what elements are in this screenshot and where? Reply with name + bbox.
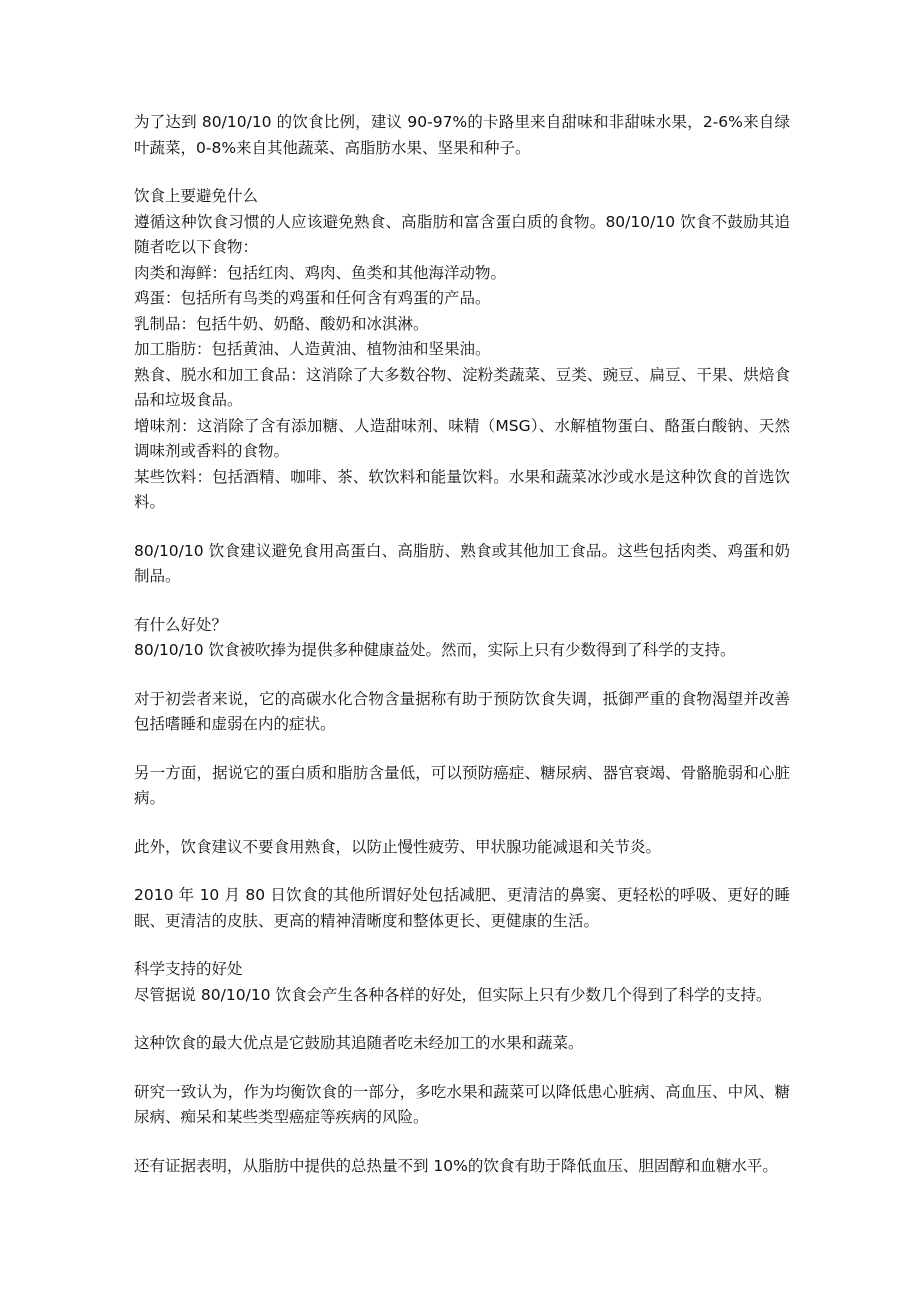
benefits-paragraph: 此外，饮食建议不要食用熟食，以防止慢性疲劳、甲状腺功能减退和关节炎。 bbox=[134, 837, 662, 856]
benefits-paragraph: 2010 年 10 月 80 日饮食的其他所谓好处包括减肥、更清洁的鼻窦、更轻松的呼吸、更好的睡眠、更清洁的皮肤、更高的精神清晰度和整体更长、更健康的生活。 bbox=[134, 886, 790, 930]
avoid-item-cooked: 熟食、脱水和加工食品：这消除了大多数谷物、淀粉类蔬菜、豆类、豌豆、扁豆、干果、烘焙食品和垃圾食品。 bbox=[134, 365, 790, 409]
science-intro bbox=[134, 957, 790, 1008]
science-lead: 尽管据说 80/10/10 饮食会产生各种各样的好处，但实际上只有少数几个得到了科学的支持。 bbox=[134, 985, 772, 1004]
avoid-lead: 遵循这种饮食习惯的人应该避免熟食、高脂肪和富含蛋白质的食物。80/10/10 饮食不鼓励其追随者吃以下食物： bbox=[134, 212, 790, 256]
document-page bbox=[134, 110, 790, 1202]
avoid-item-meat: 肉类和海鲜：包括红肉、鸡肉、鱼类和其他海洋动物。 bbox=[134, 263, 507, 282]
summary-paragraph: 80/10/10 饮食建议避免食用高蛋白、高脂肪、熟食或其他加工食品。这些包括肉类、鸡蛋和奶制品。 bbox=[134, 541, 790, 585]
benefits-lead: 80/10/10 饮食被吹捧为提供多种健康益处。然而，实际上只有少数得到了科学的支持。 bbox=[134, 641, 736, 659]
avoid-heading: 饮食上要避免什么 bbox=[134, 187, 259, 205]
science-paragraph: 研究一致认为，作为均衡饮食的一部分，多吃水果和蔬菜可以降低患心脏病、高血压、中风、糖尿病、痴呆和某些类型癌症等疾病的风险。 bbox=[134, 1082, 790, 1126]
avoid-item-drinks: 某些饮料：包括酒精、咖啡、茶、软饮料和能量饮料。水果和蔬菜冰沙或水是这种饮食的首选饮料。 bbox=[134, 467, 790, 511]
intro-paragraph: 为了达到 80/10/10 的饮食比例，建议 90-97%的卡路里来自甜味和非甜味水果，2-6%来自绿叶蔬菜，0-8%来自其他蔬菜、高脂肪水果、坚果和种子。 bbox=[134, 113, 790, 157]
avoid-item-fats: 加工脂肪：包括黄油、人造黄油、植物油和坚果油。 bbox=[134, 340, 491, 358]
benefits-paragraph: 对于初尝者来说，它的高碳水化合物含量据称有助于预防饮食失调，抵御严重的食物渴望并改善包括嗜睡和虚弱在内的症状。 bbox=[134, 689, 790, 733]
benefits-paragraph: 另一方面，据说它的蛋白质和脂肪含量低，可以预防癌症、糖尿病、器官衰竭、骨骼脆弱和心脏病。 bbox=[134, 763, 790, 807]
avoid-item-flavor: 增味剂：这消除了含有添加糖、人造甜味剂、味精（MSG）、水解植物蛋白、酪蛋白酸钠、天然调味剂或香料的食物。 bbox=[134, 416, 790, 460]
benefits-heading: 有什么好处？ bbox=[134, 615, 228, 634]
science-paragraph: 这种饮食的最大优点是它鼓励其追随者吃未经加工的水果和蔬菜。 bbox=[134, 1034, 584, 1052]
benefits-intro bbox=[134, 613, 790, 664]
avoid-item-eggs: 鸡蛋：包括所有鸟类的鸡蛋和任何含有鸡蛋的产品。 bbox=[134, 289, 491, 307]
avoid-item-dairy: 乳制品：包括牛奶、奶酪、酸奶和冰淇淋。 bbox=[134, 314, 429, 333]
science-heading: 科学支持的好处 bbox=[134, 960, 243, 978]
science-paragraph: 还有证据表明，从脂肪中提供的总热量不到 10%的饮食有助于降低血压、胆固醇和血糖水平。 bbox=[134, 1156, 778, 1175]
avoid-section bbox=[134, 184, 790, 516]
